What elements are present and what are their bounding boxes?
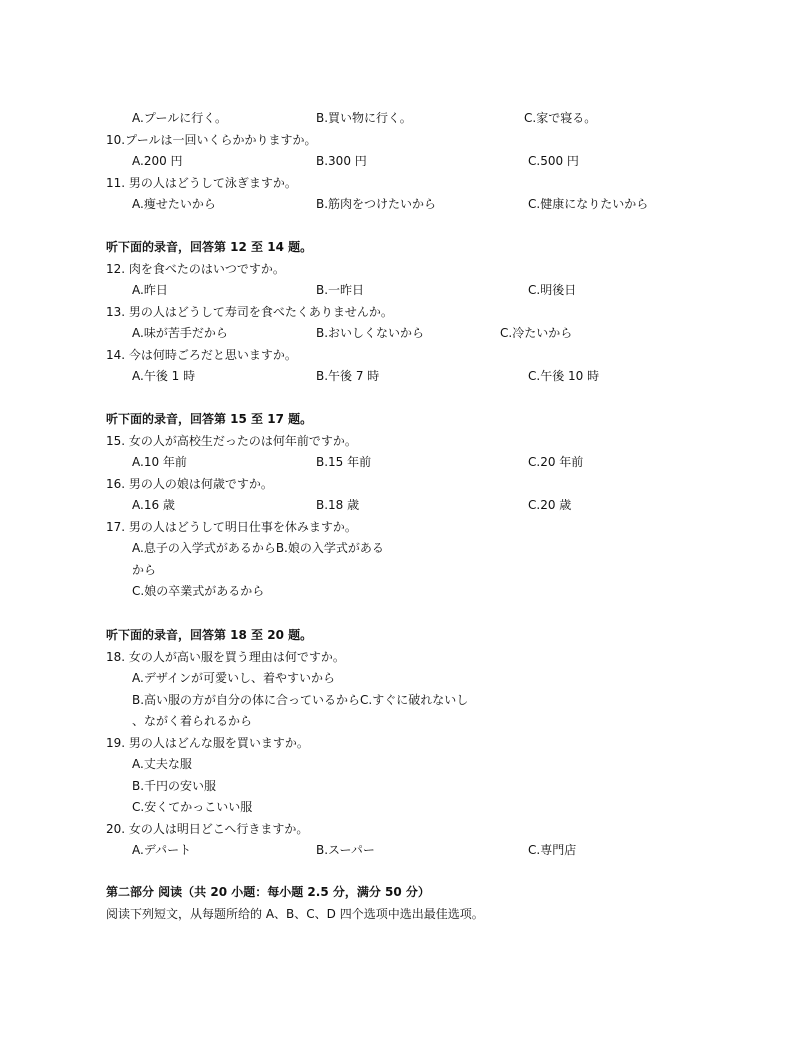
q9-option-c: C.家で寝る。 <box>524 111 597 125</box>
part-2-instruction: 阅读下列短文，从每题所给的 A、B、C、D 四个选项中选出最佳选项。 <box>106 907 484 921</box>
q11-option-c: C.健康になりたいから <box>528 197 649 211</box>
part-2-title: 第二部分 阅读（共 20 小题：每小题 2.5 分，满分 50 分） <box>106 885 430 899</box>
q9-option-b: B.買い物に行く。 <box>316 111 412 125</box>
q12-option-c: C.明後日 <box>528 283 577 297</box>
question-14: 14. 今は何時ごろだと思いますか。 <box>106 348 297 362</box>
q20-option-c: C.専門店 <box>528 843 577 857</box>
q11-option-b: B.筋肉をつけたいから <box>316 197 437 211</box>
q14-option-c: C.午後 10 時 <box>528 369 600 383</box>
q12-option-b: B.一昨日 <box>316 283 365 297</box>
q11-option-a: A.痩せたいから <box>132 197 216 211</box>
q15-option-b: B.15 年前 <box>316 455 372 469</box>
question-12: 12. 肉を食べたのはいつですか。 <box>106 262 285 276</box>
question-13: 13. 男の人はどうして寿司を食べたくありませんか。 <box>106 305 393 319</box>
q20-option-b: B.スーパー <box>316 843 375 857</box>
q10-option-a: A.200 円 <box>132 154 183 168</box>
q18-options-line-2: B.高い服の方が自分の体に合っているからC.すぐに破れないし <box>132 693 469 707</box>
q20-option-a: A.デパート <box>132 843 192 857</box>
section-header-12-14: 听下面的录音，回答第 12 至 14 题。 <box>106 240 313 254</box>
section-header-18-20: 听下面的录音，回答第 18 至 20 题。 <box>106 628 313 642</box>
q10-option-c: C.500 円 <box>528 154 579 168</box>
section-header-15-17: 听下面的录音，回答第 15 至 17 题。 <box>106 412 313 426</box>
q19-option-c: C.安くてかっこいい服 <box>132 800 253 814</box>
q18-options-line-3: 、ながく着られるから <box>132 714 253 728</box>
question-19: 19. 男の人はどんな服を買いますか。 <box>106 736 309 750</box>
question-10: 10.プールは一回いくらかかりますか。 <box>106 133 317 147</box>
q10-option-b: B.300 円 <box>316 154 367 168</box>
q17-options-line-1: A.息子の入学式があるからB.娘の入学式がある <box>132 541 384 555</box>
question-16: 16. 男の人の娘は何歳ですか。 <box>106 477 273 491</box>
q17-options-line-3: C.娘の卒業式があるから <box>132 584 265 598</box>
q15-option-a: A.10 年前 <box>132 455 187 469</box>
question-20: 20. 女の人は明日どこへ行きますか。 <box>106 822 309 836</box>
q15-option-c: C.20 年前 <box>528 455 584 469</box>
q13-option-c: C.冷たいから <box>500 326 573 340</box>
q13-option-b: B.おいしくないから <box>316 326 425 340</box>
question-11: 11. 男の人はどうして泳ぎますか。 <box>106 176 297 190</box>
q9-option-a: A.プールに行く。 <box>132 111 227 125</box>
question-15: 15. 女の人が高校生だったのは何年前ですか。 <box>106 434 357 448</box>
q19-option-b: B.千円の安い服 <box>132 779 217 793</box>
q12-option-a: A.昨日 <box>132 283 168 297</box>
question-18: 18. 女の人が高い服を買う理由は何ですか。 <box>106 650 345 664</box>
q16-option-c: C.20 歳 <box>528 498 572 512</box>
q13-option-a: A.味が苦手だから <box>132 326 228 340</box>
q16-option-a: A.16 歳 <box>132 498 175 512</box>
q14-option-b: B.午後 7 時 <box>316 369 380 383</box>
q19-option-a: A.丈夫な服 <box>132 757 192 771</box>
q14-option-a: A.午後 1 時 <box>132 369 196 383</box>
q16-option-b: B.18 歳 <box>316 498 360 512</box>
q17-options-line-2: から <box>132 563 157 577</box>
question-17: 17. 男の人はどうして明日仕事を休みますか。 <box>106 520 357 534</box>
q18-options-line-1: A.デザインが可愛いし、着やすいから <box>132 671 335 685</box>
